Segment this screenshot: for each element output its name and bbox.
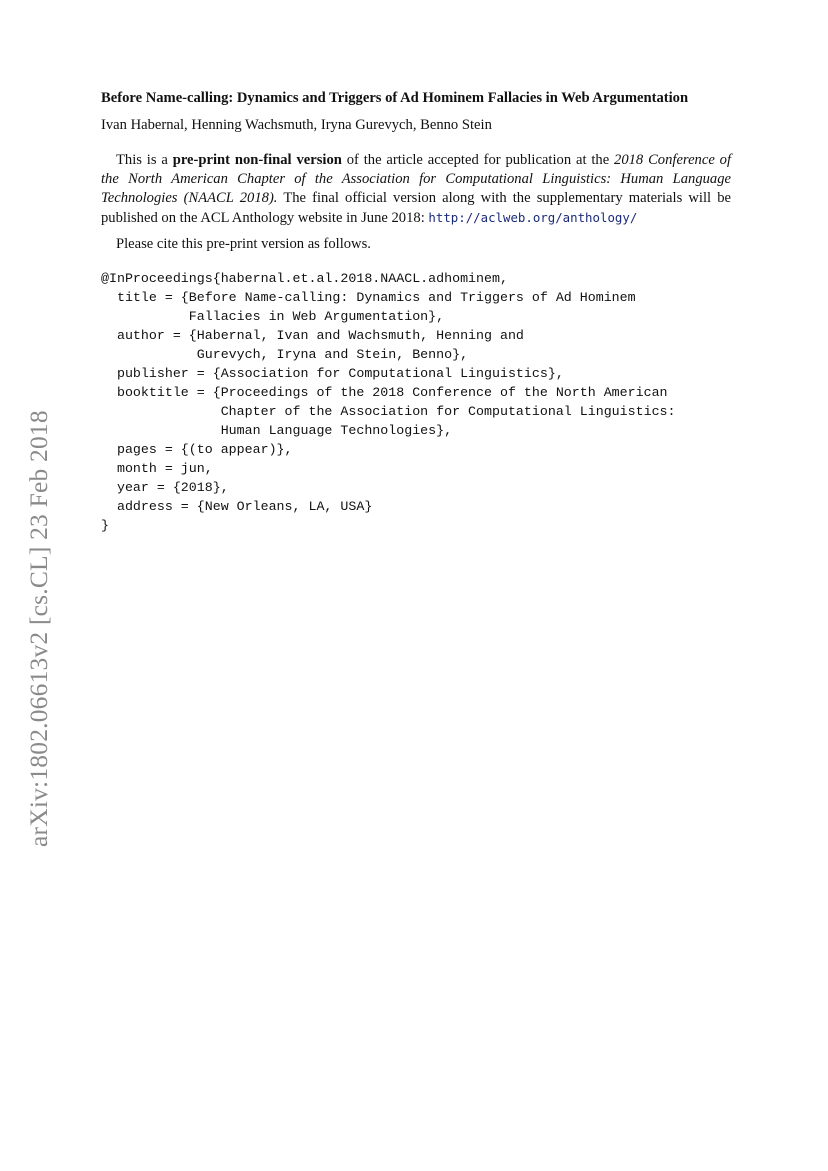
- bibtex-line: }: [101, 518, 109, 533]
- notice-bold: pre-print non-final version: [172, 152, 342, 168]
- bibtex-line: title = {Before Name-calling: Dynamics and Triggers of Ad Hominem: [101, 290, 636, 305]
- bibtex-block: [101, 269, 676, 535]
- bibtex-line: Fallacies in Web Argumentation},: [101, 309, 445, 324]
- notice-venue: 2018 Conference of the North American Chapter of the Association for Computational Linguistics: Human Language Technologies (NAACL 2018).: [101, 152, 731, 206]
- bibtex-line: address = {New Orleans, LA, USA}: [101, 499, 373, 514]
- bibtex-line: publisher = {Association for Computational Linguistics},: [101, 366, 564, 381]
- bibtex-line: Chapter of the Association for Computational Linguistics:: [101, 404, 676, 419]
- bibtex-line: year = {2018},: [101, 480, 229, 495]
- bibtex-line: month = jun,: [101, 461, 213, 476]
- bibtex-line: @InProceedings{habernal.et.al.2018.NAACL.adhominem,: [101, 271, 508, 286]
- notice-text-2: of the article accepted for publication at the: [341, 152, 615, 168]
- notice-text-1: This is a: [116, 152, 173, 168]
- bibtex-line: booktitle = {Proceedings of the 2018 Conference of the North American: [101, 385, 668, 400]
- cite-instruction: Please cite this pre-print version as follows.: [116, 236, 371, 252]
- paper-title: Before Name-calling: Dynamics and Triggers of Ad Hominem Fallacies in Web Argumentation: [101, 90, 689, 106]
- arxiv-stamp-text: arXiv:1802.06613v2 [cs.CL] 23 Feb 2018: [24, 410, 53, 847]
- author-list: Ivan Habernal, Henning Wachsmuth, Iryna Gurevych, Benno Stein: [101, 117, 492, 133]
- bibtex-line: Gurevych, Iryna and Stein, Benno},: [101, 347, 469, 362]
- arxiv-stamp: [21, 367, 57, 847]
- bibtex-line: Human Language Technologies},: [101, 423, 453, 438]
- bibtex-line: pages = {(to appear)},: [101, 442, 293, 457]
- anthology-link[interactable]: http://aclweb.org/anthology/: [428, 210, 638, 225]
- bibtex-line: author = {Habernal, Ivan and Wachsmuth, Henning and: [101, 328, 524, 343]
- preprint-notice: [101, 151, 731, 228]
- notice-text-3: The final official version along with the supplementary materials will be published on the ACL Anthology website in June 2018:: [101, 190, 731, 226]
